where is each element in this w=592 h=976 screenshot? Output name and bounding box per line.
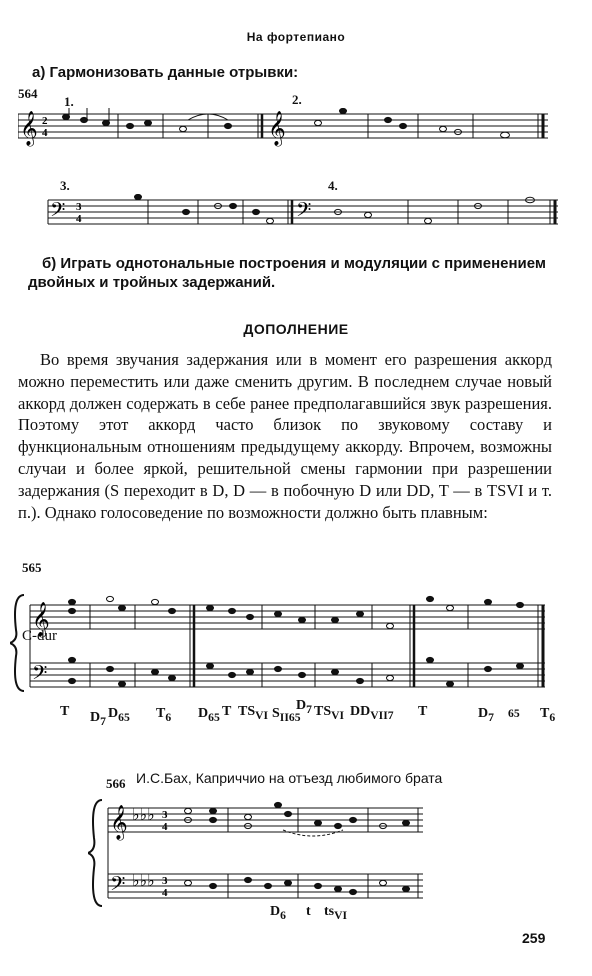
- fragment-label-1: 1.: [64, 94, 74, 109]
- exercise-number-564: 564: [18, 86, 38, 101]
- bass-clef-icon: 𝄢: [32, 663, 48, 689]
- grand-staff-565: [10, 575, 550, 710]
- harmony-565-13: D: [478, 706, 489, 721]
- bass-clef-icon: 𝄢: [50, 200, 66, 226]
- harmony-565-4: T: [156, 706, 166, 721]
- harmony-565-8: S: [272, 706, 280, 721]
- harmony-566-2: t: [306, 904, 311, 919]
- running-header: На фортепиано: [246, 30, 346, 44]
- brace-icon: [88, 800, 102, 906]
- treble-clef-icon: 𝄞: [32, 603, 50, 636]
- harmony-565-5: D: [198, 706, 209, 721]
- svg-text:3: 3: [162, 809, 168, 821]
- example-number-565: 565: [22, 560, 42, 575]
- harmony-565-11: DD: [350, 704, 371, 719]
- svg-text:4: 4: [42, 127, 48, 139]
- key-label: C-dur: [22, 628, 57, 644]
- section-title: ДОПОЛНЕНИЕ: [243, 321, 349, 337]
- svg-text:3: 3: [162, 875, 168, 887]
- harmony-566-3: ts: [324, 904, 335, 919]
- treble-clef-icon: 𝄞: [20, 112, 38, 145]
- supplement-paragraph: Во время звучания задержания или в момент его разрешения аккорд можно переместить или даже сменить другим. В последнем случае новый аккорд должен содержать в себе ранее предполагавшийся звук разрешения. Поэтому этот аккорд часто близок по звуковому составу и функциональным отношениям предыдущему аккорду. Впрочем, возможны случаи и более яркой, решительной смены гармонии при разрешении задержания (S переходит в D, D — в побочную D или DD, T — в TSVI и т. п.). Однако голосоведение по возможности должно быть плавным:: [18, 350, 552, 522]
- brace-icon: [10, 595, 24, 691]
- fragment-label-2: 2.: [292, 92, 302, 107]
- svg-text:2: 2: [42, 115, 48, 127]
- task-b-text: б) Играть однотональные построения и модуляции с применением двойных и тройных задержаний.: [28, 255, 546, 291]
- harmony-565-15: T: [540, 706, 550, 721]
- harmony-565-7: TS: [238, 704, 256, 719]
- bass-clef-icon: 𝄢: [296, 200, 312, 226]
- grand-staff-566: [88, 790, 438, 920]
- treble-clef-icon: 𝄞: [268, 112, 286, 145]
- harmony-565-3: D: [108, 706, 119, 721]
- staff-564-fragments-3-4: [18, 194, 558, 234]
- svg-text:4: 4: [162, 887, 168, 899]
- svg-text:4: 4: [162, 821, 168, 833]
- fragment-label-4: 4.: [328, 178, 338, 193]
- flat-icon: ♭♭♭: [132, 807, 155, 824]
- treble-clef-icon: 𝄞: [110, 806, 128, 839]
- example-566-caption: И.С.Бах, Каприччио на отъезд любимого брата: [136, 770, 443, 786]
- harmony-565-2: D: [90, 710, 101, 725]
- svg-text:3: 3: [76, 201, 82, 213]
- svg-text:4: 4: [76, 213, 82, 225]
- harmony-565-10: TS: [314, 704, 332, 719]
- bass-clef-icon: 𝄢: [110, 874, 126, 900]
- harmony-565-12: T: [418, 704, 428, 719]
- task-a-text: а) Гармонизовать данные отрывки:: [32, 64, 299, 81]
- harmony-565-1: T: [60, 704, 70, 719]
- harmony-566-1: D: [270, 904, 281, 919]
- flat-icon: ♭♭♭: [132, 873, 155, 890]
- harmony-565-9: D: [296, 698, 307, 713]
- fragment-label-3: 3.: [60, 178, 70, 193]
- harmony-565-6: T: [222, 704, 232, 719]
- staff-564-fragments-1-2: [18, 108, 558, 148]
- example-number-566: 566: [106, 776, 126, 791]
- page-number: 259: [522, 930, 546, 946]
